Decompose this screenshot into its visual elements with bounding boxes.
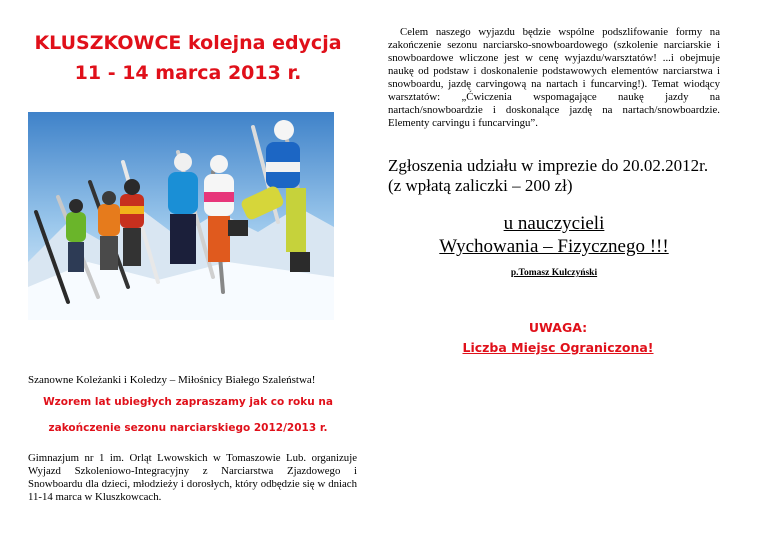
event-title bbox=[18, 28, 358, 88]
event-description: Gimnazjum nr 1 im. Orląt Lwowskich w Tomaszowie Lub. organizuje Wyjazd Szkoleniowo-Integracyjny z Narciarstwa Zjazdowego i Snowboardu dla dzieci, młodzieży i dorosłych, który odbędzie się w dniach 11-14 marca w Kluszkowcach. bbox=[28, 452, 357, 503]
greeting: Szanowne Koleżanki i Koledzy – Miłośnicy Białego Szaleństwa! bbox=[28, 374, 316, 386]
warning-title: UWAGA: bbox=[528, 320, 588, 335]
invite-line1: Wzorem lat ubiegłych zapraszamy jak co roku na bbox=[43, 396, 333, 408]
warning-block bbox=[388, 318, 728, 358]
event-title-line1: KLUSZKOWCE kolejna edycja bbox=[34, 32, 342, 54]
warning-text: Liczba Miejsc Ograniczona! bbox=[462, 340, 654, 355]
registration-info: Zgłoszenia udziału w imprezie do 20.02.2012r. (z wpłatą zaliczki – 200 zł) bbox=[388, 156, 709, 195]
teachers-line2: Wychowania – Fizycznego !!! bbox=[439, 236, 669, 257]
teachers-block bbox=[388, 212, 720, 258]
skiers-photo bbox=[28, 112, 334, 320]
event-purpose: Celem naszego wyjazdu będzie wspólne podszlifowanie formy na zakończenie sezonu narciarsko-snowboardowego (szkolenie narciarskie i snowboardowe wliczone jest w cenę wyjazdu/warsztatów! ...i obejmuje naukę od podstaw i doskonalenie podstawowych elementów narciarstwa i snowboardu, jazdę carvingową na nartach i funcarving!). Temat wiodący warsztatów: „Ćwiczenia wspomagające naukę jazdy na nartach/snowboardzie i doskonalące jazdę na nartach/snowboardzie. Elementy carvingu i funcarvingu”. bbox=[388, 26, 720, 129]
event-dates: 11 - 14 marca 2013 r. bbox=[74, 62, 302, 84]
teacher-name: p.Tomasz Kulczyński bbox=[510, 268, 598, 278]
teachers-line1: u nauczycieli bbox=[503, 213, 605, 234]
invite-line2: zakończenie sezonu narciarskiego 2012/2013 r. bbox=[48, 422, 328, 434]
